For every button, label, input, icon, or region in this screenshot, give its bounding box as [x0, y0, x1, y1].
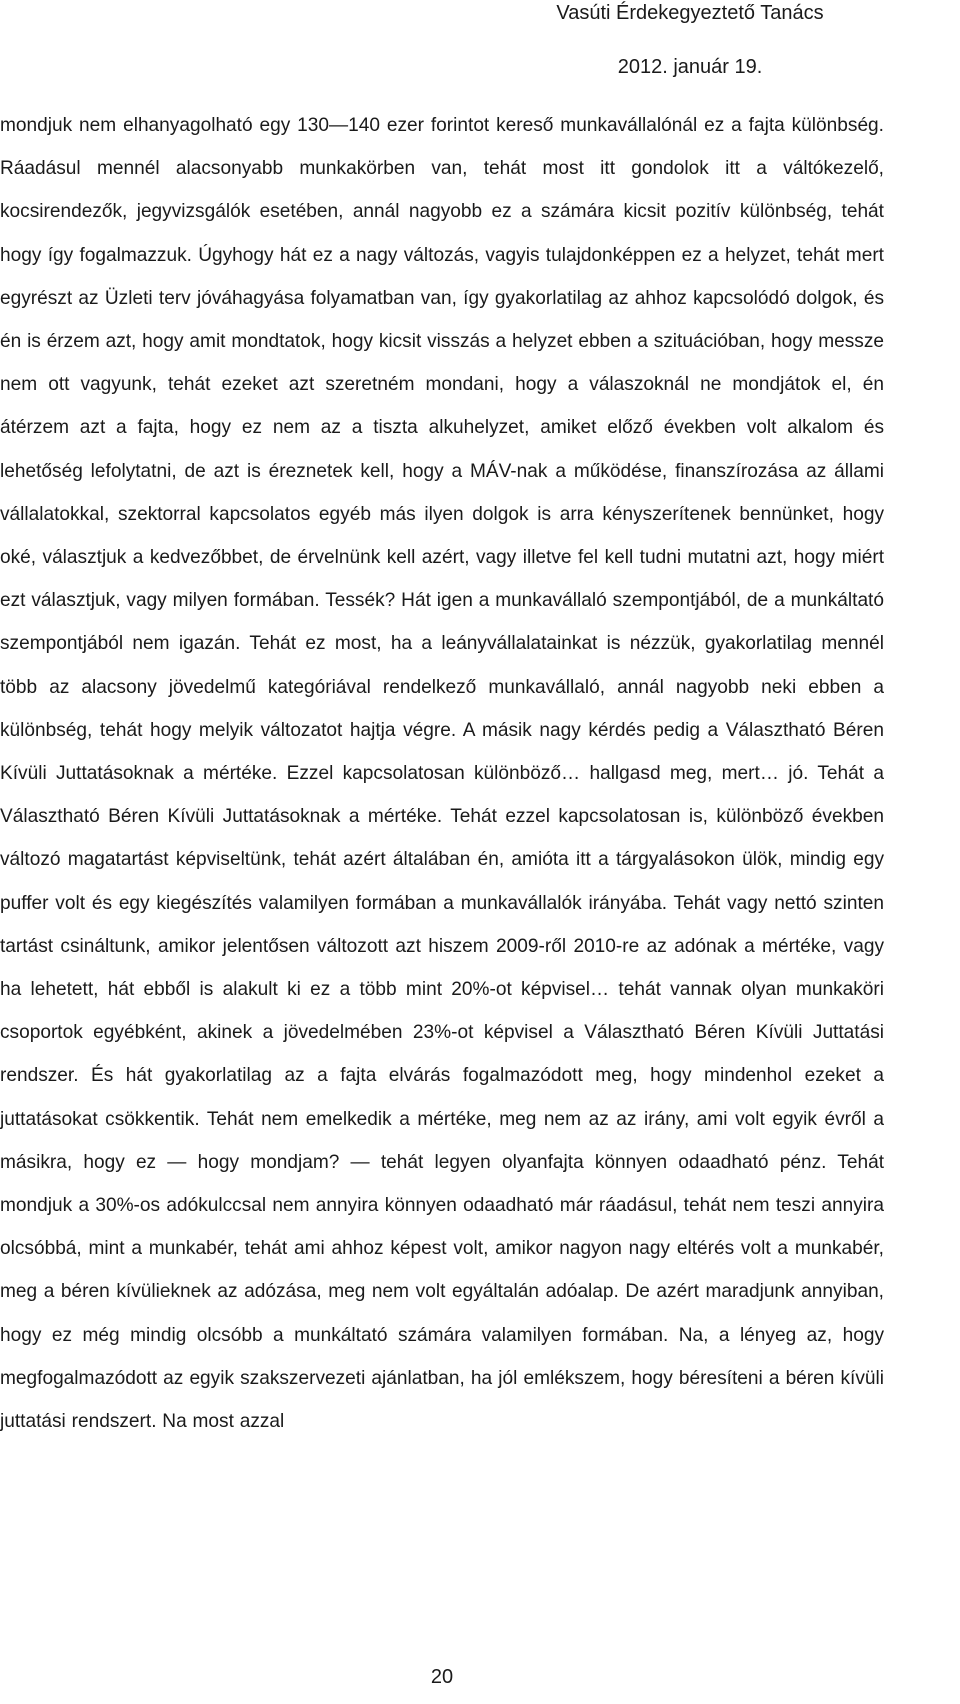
header-date: 2012. január 19.	[617, 56, 763, 78]
transcript-paragraph: mondjuk nem elhanyagolható egy 130—140 ezer forintot kereső munkavállalónál ez a fajta különbség. Ráadásul mennél alacsonyabb munkakörben van, tehát most itt gondolok itt a váltókezelő, kocsirendezők, jegyvizsgálók esetében, annál nagyobb ez a számára kicsit pozitív különbség, tehát hogy így fogalmazzuk. Úgyhogy hát ez a nagy változás, vagyis tulajdonképpen ez a helyzet, tehát mert egyrészt az Üzleti terv jóváhagyása folyamatban van, így gyakorlatilag az ahhoz kapcsolódó dolgok, és én is érzem azt, hogy amit mondtatok, hogy kicsit visszás a helyzet ebben a szituációban, hogy messze nem ott vagyunk, tehát ezeket azt szeretném mondani, hogy a válaszoknál ne mondjátok el, én átérzem azt a fajta, hogy ez nem az a tiszta alkuhelyzet, amiket előző években volt alkalom és lehetőség lefolytatni, de azt is éreznetek kell, hogy a MÁV-nak a működése, finanszírozása az állami vállalatokkal, szektorral kapcsolatos egyéb más ilyen dolgok is arra kényszerítenek bennünket, hogy oké, választjuk a kedvezőbbet, de érvelnünk kell azért, vagy illetve fel kell tudni mutatni azt, hogy miért ezt választjuk, vagy milyen formában. Tessék? Hát igen a munkavállaló szempontjából, de a munkáltató szempontjából nem igazán. Tehát ez most, ha a leányvállalatainkat is nézzük, gyakorlatilag mennél több az alacsony jövedelmű kategóriával rendelkező munkavállaló, annál nagyobb neki ebben a különbség, tehát hogy melyik változatot hajtja végre. A másik nagy kérdés pedig a Választható Béren Kívüli Juttatásoknak a mértéke. Ezzel kapcsolatosan különböző… hallgasd meg, mert… jó. Tehát a Választható Béren Kívüli Juttatásoknak a mértéke. Tehát ezzel kapcsolatosan is, különböző években változó magatartást képviseltünk, tehát azért általában én, amióta itt a tárgyalásokon ülök, mindig egy puffer volt és egy kiegészítés valamilyen formában a munkavállalók irányába. Tehát vagy nettó szinten tartást csináltunk, amikor jelentősen változott azt hiszem 2009-ről 2010-re az adónak a mértéke, vagy ha lehetett, hát ebből is alakult ki ez a több mint 20%-ot képvisel… tehát vannak olyan munkaköri csoportok egyébként, akinek a jövedelmében 23%-ot képvisel a Választható Béren Kívüli Juttatási rendszer. És hát gyakorlatilag az a fajta elvárás fogalmazódott meg, hogy mindenhol ezeket a juttatásokat csökkentik. Tehát nem emelkedik a mértéke, meg nem az az irány, ami volt egyik évről a másikra, hogy ez — hogy mondjam? — tehát legyen olyanfajta könnyen odaadható pénz. Tehát mondjuk a 30%-os adókulccsal nem annyira könnyen odaadható már ráadásul, tehát nem teszi annyira olcsóbbá, mint a munkabér, tehát ami ahhoz képest volt, amikor nagyon nagy eltérés volt a munkabér, meg a béren kívülieknek az adózása, meg nem volt egyáltalán adóalap. De azért maradjunk annyiban, hogy ez még mindig olcsóbb a munkáltató számára valamilyen formában. Na, a lényeg az, hogy megfogalmazódott az egyik szakszervezeti ajánlatban, ha jól emlékszem, hogy béresíteni a béren kívüli juttatási rendszert. Na most azzal	[0, 115, 884, 1433]
page-header	[0, 0, 960, 80]
transcript-body	[0, 104, 884, 1443]
page-number: 20	[430, 1666, 454, 1688]
header-organization: Vasúti Érdekegyeztető Tanács	[556, 2, 824, 24]
